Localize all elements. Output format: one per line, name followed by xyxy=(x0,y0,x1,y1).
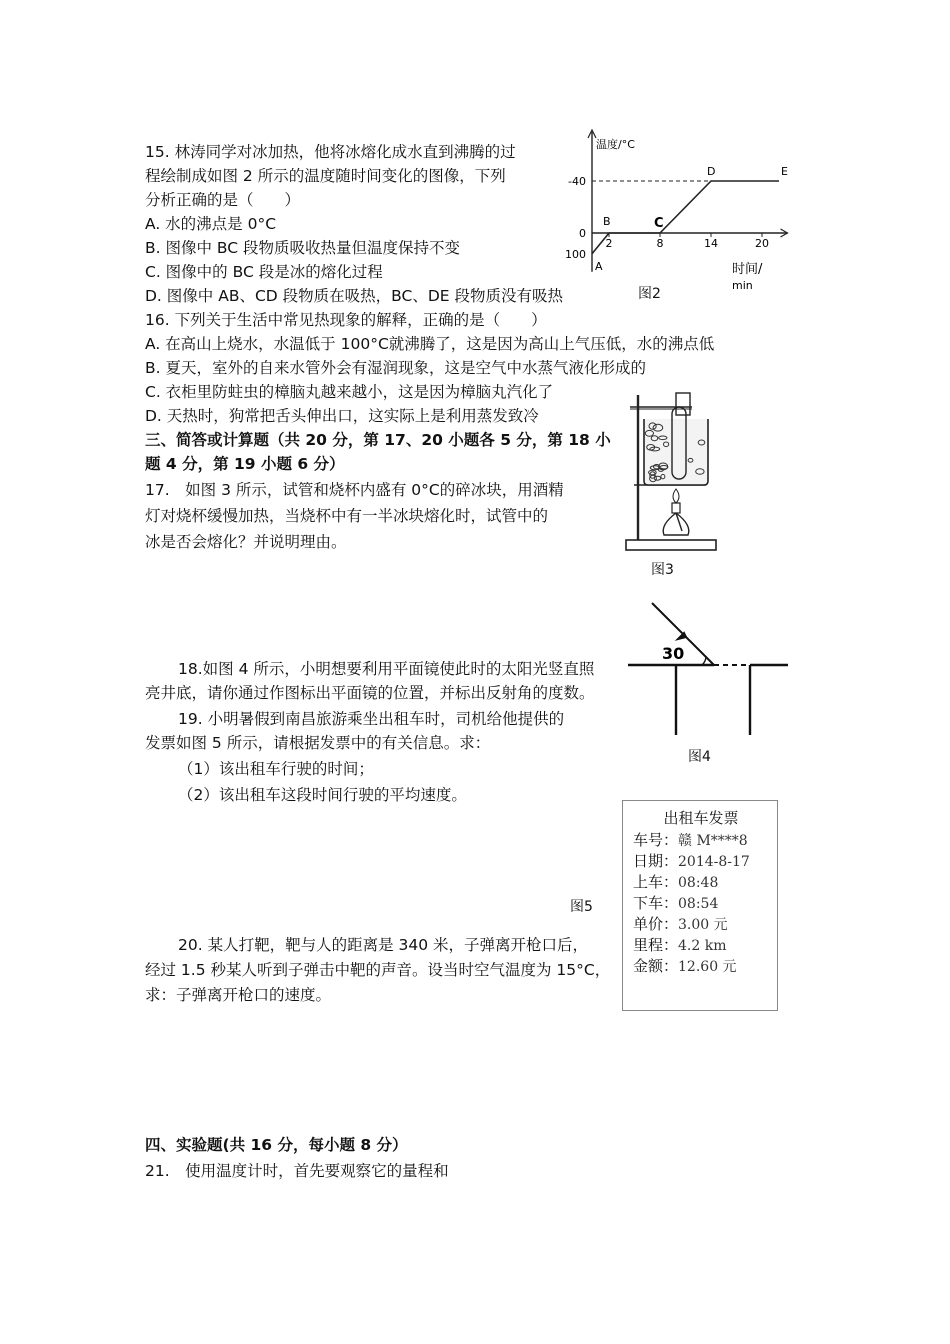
q15-option-a: A. 水的沸点是 0°C xyxy=(145,215,277,233)
invoice-label: 上车： xyxy=(633,873,679,891)
figure-3-caption: 图3 xyxy=(651,562,674,578)
invoice-value: 2014-8-17 xyxy=(678,854,750,870)
fig2-point-label: C xyxy=(654,216,664,231)
invoice-value: 赣 M****8 xyxy=(678,833,748,849)
q19-sub-1: （1）该出租车行驶的时间； xyxy=(178,760,374,778)
invoice-row-board xyxy=(633,871,718,892)
invoice-label: 单价： xyxy=(633,915,679,933)
fig2-x-tick-label: 14 xyxy=(704,237,718,250)
figure-2-caption: 图2 xyxy=(638,286,661,302)
fig2-point-label: A xyxy=(595,259,603,273)
fig2-x-tick-label: 20 xyxy=(755,237,769,250)
figure-5-caption: 图5 xyxy=(570,899,593,915)
q18-line-1: 18.如图 4 所示，小明想要利用平面镜使此时的太阳光竖直照 xyxy=(178,660,595,678)
angle-label: 30 xyxy=(662,644,685,663)
q20-line-2: 经过 1.5 秒某人听到子弹击中靶的声音。设当时空气温度为 15°C， xyxy=(145,961,611,979)
lamp-flame xyxy=(673,489,679,503)
invoice-row-distance xyxy=(633,934,727,955)
q16-option-d: D. 天热时，狗常把舌头伸出口，这实际上是利用蒸发致冷 xyxy=(145,407,539,425)
fig2-y-tick-label: 0 xyxy=(579,227,586,240)
stand-base xyxy=(626,540,716,550)
taxi-invoice xyxy=(622,800,778,1011)
q19-sub-2: （2）该出租车这段时间行驶的平均速度。 xyxy=(178,786,467,804)
q20-line-1: 20. 某人打靶，靶与人的距离是 340 米，子弹离开枪口后， xyxy=(178,936,589,954)
clamp-head xyxy=(676,393,690,415)
section-3-heading-line-1: 三、简答或计算题（共 20 分，第 17、20 小题各 5 分，第 18 小 xyxy=(145,431,611,449)
invoice-label: 下车： xyxy=(633,894,679,912)
invoice-row-price xyxy=(633,913,728,934)
q16-stem: 16. 下列关于生活中常见热现象的解释，正确的是（ ） xyxy=(145,311,547,329)
invoice-value: 08:54 xyxy=(678,896,719,912)
q20-line-3: 求：子弹离开枪口的速度。 xyxy=(145,986,332,1004)
fig2-x-axis-label-2: min xyxy=(732,279,753,292)
q21-text: 21. 使用温度计时，首先要观察它的量程和 xyxy=(145,1162,449,1180)
q17-line-2: 灯对烧杯缓慢加热，当烧杯中有一半冰块熔化时，试管中的 xyxy=(145,507,549,525)
fig2-point-label: B xyxy=(603,215,611,228)
section-3-heading-line-2: 题 4 分，第 19 小题 6 分） xyxy=(145,455,345,473)
q16-option-a: A. 在高山上烧水，水温低于 100°C就沸腾了，这是因为高山上气压低，水的沸点低 xyxy=(145,335,715,353)
angle-arc xyxy=(702,656,706,665)
invoice-value: 08:48 xyxy=(678,875,719,891)
fig2-point-label: E xyxy=(781,165,788,178)
q15-option-b: B. 图像中 BC 段物质吸收热量但温度保持不变 xyxy=(145,239,461,257)
q15-line-3: 分析正确的是（ ） xyxy=(145,191,301,209)
fig2-y-axis-label: 温度/°C xyxy=(596,138,635,151)
fig2-series-line xyxy=(592,181,779,254)
invoice-row-amount xyxy=(633,955,737,976)
q15-option-d: D. 图像中 AB、CD 段物质在吸热，BC、DE 段物质没有吸热 xyxy=(145,287,563,305)
invoice-label: 车号： xyxy=(633,831,679,849)
invoice-title: 出租车发票 xyxy=(663,809,739,827)
q17-line-1: 17. 如图 3 所示，试管和烧杯内盛有 0°C的碎冰块，用酒精 xyxy=(145,481,564,499)
q15-line-1: 15. 林涛同学对冰加热，他将冰熔化成水直到沸腾的过 xyxy=(145,143,516,161)
q16-option-b: B. 夏天，室外的自来水管外会有湿润现象，这是空气中水蒸气液化形成的 xyxy=(145,359,646,377)
fig2-x-tick-label: 8 xyxy=(656,237,664,250)
fig2-point-label: D xyxy=(707,165,716,178)
figure-3-apparatus xyxy=(620,385,720,555)
q15-option-c: C. 图像中的 BC 段是冰的熔化过程 xyxy=(145,263,383,281)
q17-line-3: 冰是否会熔化？并说明理由。 xyxy=(145,533,347,551)
section-4-heading: 四、实验题(共 16 分，每小题 8 分） xyxy=(145,1136,408,1154)
invoice-row-alight xyxy=(633,892,718,913)
q19-line-1: 19. 小明暑假到南昌旅游乘坐出租车时，司机给他提供的 xyxy=(178,710,565,728)
invoice-label: 里程： xyxy=(633,936,679,954)
sun-ray-arrow xyxy=(678,633,686,639)
invoice-value: 4.2 km xyxy=(678,938,727,954)
fig2-x-axis-label-1: 时间/ xyxy=(732,262,763,277)
figure-4-well xyxy=(618,595,793,745)
q16-option-c: C. 衣柜里防蛀虫的樟脑丸越来越小，这是因为樟脑丸汽化了 xyxy=(145,383,554,401)
invoice-label: 日期： xyxy=(633,852,679,870)
q19-line-2: 发票如图 5 所示，请根据发票中的有关信息。求： xyxy=(145,734,491,752)
invoice-value: 3.00 元 xyxy=(678,917,728,933)
invoice-label: 金额： xyxy=(633,957,679,975)
q15-line-2: 程绘制成如图 2 所示的温度随时间变化的图像，下列 xyxy=(145,167,506,185)
figure-2-graph xyxy=(560,128,790,298)
q18-line-2: 亮井底，请你通过作图标出平面镜的位置，并标出反射角的度数。 xyxy=(145,684,595,702)
invoice-value: 12.60 元 xyxy=(678,959,737,975)
invoice-row-car xyxy=(633,829,748,850)
figure-4-caption: 图4 xyxy=(688,749,711,765)
invoice-row-date xyxy=(633,850,750,871)
alcohol-lamp xyxy=(663,513,689,535)
lamp-neck xyxy=(672,503,680,513)
fig2-y-tick-label: -40 xyxy=(568,175,586,188)
fig2-y-tick-label: 100 xyxy=(565,247,586,261)
fig2-x-tick-label: 2 xyxy=(605,237,613,250)
